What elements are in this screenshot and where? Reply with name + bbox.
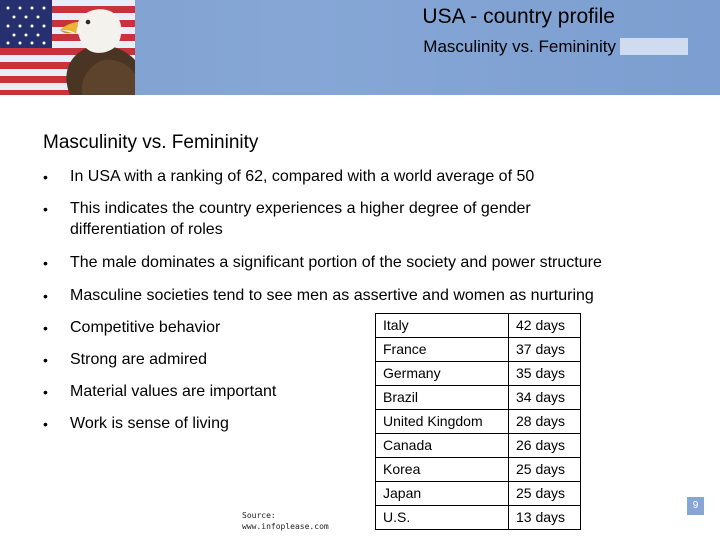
table-row <box>376 362 581 386</box>
country-cell: France <box>376 338 509 362</box>
slide-subtitle: Masculinity vs. Femininity <box>423 37 616 56</box>
bullet-text: differentiation of roles <box>70 221 223 238</box>
source-url: www.infoplease.com <box>242 522 329 531</box>
days-cell: 13 days <box>509 506 581 530</box>
bullet-marker: • <box>43 255 48 271</box>
days-cell: 25 days <box>509 482 581 506</box>
table-row <box>376 434 581 458</box>
country-cell: Brazil <box>376 386 509 410</box>
bullet-text: This indicates the country experiences a higher degree of gender <box>70 200 531 217</box>
bullet-marker: • <box>43 416 48 432</box>
country-cell: Korea <box>376 458 509 482</box>
section-heading: Masculinity vs. Femininity <box>43 132 259 153</box>
bullet-text: The male dominates a significant portion of the society and power structure <box>70 254 602 271</box>
bullet-text: In USA with a ranking of 62, compared with a world average of 50 <box>70 168 535 185</box>
table-row <box>376 458 581 482</box>
vacation-days-table <box>375 313 581 530</box>
country-cell: United Kingdom <box>376 410 509 434</box>
bullet-text: Masculine societies tend to see men as assertive and women as nurturing <box>70 287 594 304</box>
bullet-text: Strong are admired <box>70 351 207 368</box>
bullet-marker: • <box>43 288 48 304</box>
bullet-marker: • <box>43 320 48 336</box>
country-cell: U.S. <box>376 506 509 530</box>
bullet-marker: • <box>43 352 48 368</box>
bullet-text: Material values are important <box>70 383 277 400</box>
days-cell: 26 days <box>509 434 581 458</box>
bullet-marker: • <box>43 169 48 185</box>
country-cell: Germany <box>376 362 509 386</box>
source-label: Source: <box>242 511 276 520</box>
table-row <box>376 410 581 434</box>
table-row <box>376 338 581 362</box>
days-cell: 28 days <box>509 410 581 434</box>
days-cell: 35 days <box>509 362 581 386</box>
header-banner <box>0 0 720 95</box>
country-cell: Italy <box>376 314 509 338</box>
eagle-flag-icon <box>0 0 135 95</box>
page-number-badge: 9 <box>687 497 704 515</box>
country-cell: Canada <box>376 434 509 458</box>
table-row <box>376 314 581 338</box>
days-cell: 37 days <box>509 338 581 362</box>
table-row <box>376 386 581 410</box>
bullet-marker: • <box>43 201 48 217</box>
source-note <box>242 510 329 532</box>
days-cell: 25 days <box>509 458 581 482</box>
slide-title: USA - country profile <box>422 5 615 28</box>
bullet-text: Work is sense of living <box>70 415 229 432</box>
days-cell: 42 days <box>509 314 581 338</box>
bullet-text: Competitive behavior <box>70 319 221 336</box>
table-row <box>376 506 581 530</box>
table-row <box>376 482 581 506</box>
days-cell: 34 days <box>509 386 581 410</box>
bullet-marker: • <box>43 384 48 400</box>
header-accent-tab <box>620 38 688 55</box>
country-cell: Japan <box>376 482 509 506</box>
